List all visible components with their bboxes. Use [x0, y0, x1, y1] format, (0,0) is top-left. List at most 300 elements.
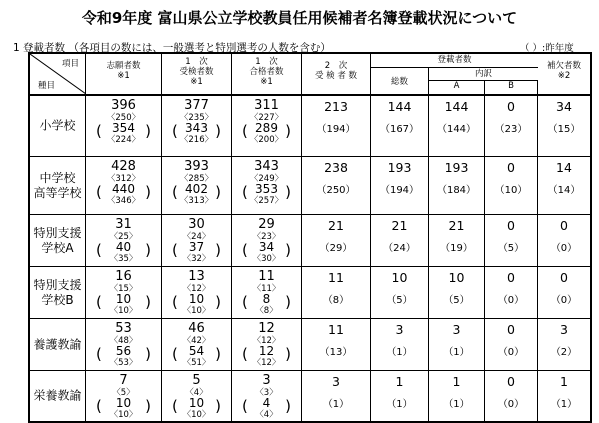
- pass1-value-3: 〈4〉: [255, 410, 278, 420]
- exam1-value-1: 〈285〉: [179, 174, 214, 184]
- exam1-cell: [162, 157, 232, 214]
- appl-paren-group: [86, 292, 161, 311]
- sub-prev-year: （0）: [550, 243, 578, 254]
- total-prev-year: （167）: [379, 124, 420, 135]
- exam1-value-0: 30: [188, 217, 205, 232]
- b-cell: [485, 371, 538, 421]
- row-label: [30, 119, 85, 134]
- appl-value-1: 〈5〉: [112, 388, 135, 398]
- total-prev-year: （1）: [386, 347, 413, 358]
- table-body: [30, 96, 590, 421]
- sub-cell: [538, 96, 590, 156]
- registration-table: [28, 52, 592, 423]
- exam1-value-3: 〈10〉: [182, 306, 211, 316]
- a-cell: [429, 157, 485, 214]
- row-label-cell: [30, 371, 86, 421]
- exam2-value: 238: [324, 160, 348, 175]
- header-text: 受 検 者 数: [314, 71, 358, 81]
- exam2-stack: [302, 375, 370, 411]
- header-text: 志願者数: [106, 61, 141, 71]
- paren-open: (: [96, 397, 102, 415]
- header-breakdown: 内訳: [474, 69, 492, 79]
- paren-close: ): [285, 345, 291, 363]
- exam1-stack: [162, 322, 231, 368]
- b-prev-year: （0）: [497, 295, 525, 306]
- b-stack: [485, 323, 537, 359]
- header-text: 1 次: [185, 57, 208, 67]
- exam2-cell: [302, 215, 371, 266]
- header-note: ※1: [117, 71, 130, 81]
- sub-cell: [538, 215, 590, 266]
- appl-value-2: 10: [115, 292, 132, 306]
- paren-close: ): [285, 293, 291, 311]
- total-cell: [371, 157, 429, 214]
- row-label-cell: [30, 267, 86, 318]
- exam2-value: 213: [324, 99, 348, 114]
- paren-open: (: [96, 345, 102, 363]
- row-label-line: 養護教諭: [33, 337, 82, 351]
- exam2-value: 21: [328, 218, 344, 233]
- total-prev-year: （5）: [386, 295, 413, 306]
- row-label-line: 学校A: [41, 240, 74, 255]
- sub-stack: [538, 375, 590, 411]
- appl-stack: [86, 160, 161, 206]
- row-label-line: 学校B: [41, 292, 74, 307]
- header-total: [371, 68, 429, 94]
- sub-cell: [538, 371, 590, 421]
- total-prev-year: （24）: [383, 243, 416, 254]
- exam2-prev-year: （8）: [322, 295, 350, 306]
- pass1-value-1: 〈23〉: [252, 232, 281, 242]
- a-value: 144: [444, 99, 469, 114]
- header-text: 受検者数: [179, 67, 214, 77]
- total-stack: [371, 219, 428, 255]
- total-stack: [371, 271, 428, 307]
- paren-open: (: [172, 397, 178, 415]
- header-note: ※1: [260, 77, 273, 87]
- exam1-value-0: 5: [192, 373, 201, 388]
- total-value: 144: [387, 99, 412, 114]
- exam1-paren-group: [162, 292, 231, 311]
- row-label-cell: [30, 215, 86, 266]
- appl-stack: [86, 218, 161, 264]
- table-row: [30, 96, 590, 157]
- appl-value-3: 〈35〉: [109, 254, 138, 264]
- header-a: [429, 80, 485, 94]
- row-label: [30, 171, 85, 201]
- pass1-value-1: 〈3〉: [255, 388, 278, 398]
- b-value: 0: [507, 322, 515, 337]
- header-registered: 登載者数: [371, 54, 538, 68]
- b-value: 0: [507, 99, 515, 114]
- total-value: 1: [395, 374, 404, 389]
- b-prev-year: （0）: [497, 399, 525, 410]
- section-heading: 1 登載者数 （各項目の数には、一般選考と特別選考の人数を含む）: [13, 42, 331, 54]
- paren-open: (: [172, 122, 178, 140]
- a-value: 193: [444, 160, 469, 175]
- appl-value-3: 〈346〉: [106, 196, 141, 206]
- header-text: 補欠者数: [546, 61, 581, 71]
- header-pass1: [232, 54, 302, 94]
- exam1-stack: [162, 270, 231, 316]
- row-label: [30, 389, 85, 404]
- table-row: [30, 267, 590, 319]
- total-stack: [371, 323, 428, 359]
- pass1-value-3: 〈200〉: [249, 135, 284, 145]
- paren-open: (: [96, 183, 102, 201]
- exam2-stack: [302, 161, 370, 197]
- appl-value-0: 396: [111, 98, 136, 113]
- a-stack: [429, 375, 484, 411]
- total-cell: [371, 319, 429, 370]
- paren-close: ): [215, 183, 221, 201]
- paren-open: (: [242, 397, 248, 415]
- exam2-stack: [302, 100, 370, 136]
- exam1-cell: [162, 371, 232, 421]
- pass1-value-0: 29: [258, 217, 275, 232]
- exam1-value-0: 13: [188, 269, 205, 284]
- header-category-label: 種目: [38, 81, 56, 91]
- exam1-stack: [162, 374, 231, 420]
- appl-value-0: 428: [111, 159, 136, 174]
- paren-close: ): [215, 293, 221, 311]
- exam2-cell: [302, 96, 371, 156]
- a-prev-year: （1）: [443, 347, 470, 358]
- total-value: 193: [387, 160, 412, 175]
- total-value: 3: [395, 322, 404, 337]
- paren-close: ): [145, 183, 151, 201]
- row-label-cell: [30, 96, 86, 156]
- pass1-cell: [232, 371, 302, 421]
- a-value: 3: [452, 322, 461, 337]
- header-diagonal-cell: [30, 54, 86, 94]
- paren-close: ): [215, 122, 221, 140]
- pass1-stack: [232, 322, 301, 368]
- row-label: [30, 337, 85, 352]
- b-cell: [485, 96, 538, 156]
- appl-value-0: 53: [115, 321, 132, 336]
- b-stack: [485, 375, 537, 411]
- exam2-cell: [302, 319, 371, 370]
- exam2-cell: [302, 157, 371, 214]
- b-cell: [485, 215, 538, 266]
- appl-value-0: 16: [115, 269, 132, 284]
- appl-cell: [86, 319, 162, 370]
- exam1-value-0: 393: [184, 159, 209, 174]
- exam2-value: 11: [328, 270, 344, 285]
- exam1-cell: [162, 267, 232, 318]
- appl-value-2: 354: [112, 121, 135, 135]
- paren-close: ): [285, 183, 291, 201]
- pass1-value-2: 34: [258, 240, 275, 254]
- exam2-prev-year: （13）: [319, 347, 353, 358]
- paren-open: (: [242, 293, 248, 311]
- sub-prev-year: （2）: [550, 347, 578, 358]
- pass1-value-3: 〈30〉: [252, 254, 281, 264]
- pass1-stack: [232, 270, 301, 316]
- paren-close: ): [285, 397, 291, 415]
- exam1-stack: [162, 160, 231, 206]
- table-row: [30, 157, 590, 215]
- appl-value-1: 〈25〉: [109, 232, 138, 242]
- table-header: [30, 54, 590, 96]
- a-cell: [429, 371, 485, 421]
- exam1-cell: [162, 215, 232, 266]
- appl-stack: [86, 374, 161, 420]
- row-label-line: 中学校: [39, 170, 76, 185]
- a-cell: [429, 215, 485, 266]
- header-text: 総数: [390, 77, 408, 87]
- exam1-value-2: 10: [188, 396, 205, 410]
- b-prev-year: （0）: [497, 347, 525, 358]
- b-value: 0: [507, 270, 515, 285]
- appl-value-0: 7: [119, 373, 128, 388]
- appl-cell: [86, 96, 162, 156]
- pass1-value-0: 11: [258, 269, 275, 284]
- pass1-value-1: 〈12〉: [252, 336, 281, 346]
- row-label: [30, 278, 85, 308]
- row-label-line: 特別支援: [33, 225, 82, 240]
- header-text: 合格者数: [249, 67, 284, 77]
- appl-value-3: 〈224〉: [106, 135, 141, 145]
- paren-close: ): [145, 241, 151, 259]
- appl-stack: [86, 99, 161, 145]
- sub-stack: [538, 219, 590, 255]
- exam1-value-3: 〈51〉: [182, 358, 211, 368]
- pass1-value-2: 4: [262, 396, 271, 410]
- b-stack: [485, 161, 537, 197]
- pass1-value-2: 289: [255, 121, 278, 135]
- appl-value-1: 〈312〉: [106, 174, 141, 184]
- exam1-value-1: 〈4〉: [185, 388, 208, 398]
- a-cell: [429, 319, 485, 370]
- pass1-value-1: 〈249〉: [249, 174, 284, 184]
- paren-open: (: [172, 345, 178, 363]
- row-label-cell: [30, 157, 86, 214]
- b-stack: [485, 219, 537, 255]
- paren-close: ): [145, 345, 151, 363]
- b-cell: [485, 319, 538, 370]
- pass1-paren-group: [232, 344, 301, 363]
- appl-cell: [86, 371, 162, 421]
- a-value: 1: [452, 374, 461, 389]
- sub-prev-year: （0）: [550, 295, 578, 306]
- paren-open: (: [172, 241, 178, 259]
- total-cell: [371, 96, 429, 156]
- b-prev-year: （23）: [494, 124, 528, 135]
- table-row: [30, 215, 590, 267]
- b-stack: [485, 271, 537, 307]
- a-prev-year: （5）: [443, 295, 470, 306]
- total-prev-year: （1）: [386, 399, 413, 410]
- appl-value-2: 440: [112, 182, 135, 196]
- pass1-value-0: 311: [254, 98, 279, 113]
- pass1-cell: [232, 267, 302, 318]
- pass1-value-0: 3: [262, 373, 271, 388]
- pass1-cell: [232, 319, 302, 370]
- total-prev-year: （194）: [379, 185, 420, 196]
- appl-value-0: 31: [115, 217, 132, 232]
- header-note: ※1: [190, 77, 203, 87]
- pass1-value-0: 343: [254, 159, 279, 174]
- total-cell: [371, 215, 429, 266]
- table-row: [30, 319, 590, 371]
- exam1-value-2: 10: [188, 292, 205, 306]
- pass1-cell: [232, 96, 302, 156]
- exam1-value-2: 54: [188, 344, 205, 358]
- sub-cell: [538, 267, 590, 318]
- sub-stack: [538, 161, 590, 197]
- exam2-value: 11: [328, 322, 344, 337]
- exam2-stack: [302, 323, 370, 359]
- b-cell: [485, 157, 538, 214]
- exam1-value-3: 〈313〉: [179, 196, 214, 206]
- sub-prev-year: （14）: [547, 185, 581, 196]
- total-cell: [371, 267, 429, 318]
- pass1-paren-group: [232, 292, 301, 311]
- exam1-cell: [162, 319, 232, 370]
- sub-value: 3: [560, 322, 568, 337]
- appl-cell: [86, 267, 162, 318]
- a-prev-year: （184）: [436, 185, 477, 196]
- pass1-value-3: 〈8〉: [255, 306, 278, 316]
- pass1-stack: [232, 160, 301, 206]
- pass1-cell: [232, 215, 302, 266]
- b-prev-year: （10）: [494, 185, 528, 196]
- sub-value: 34: [556, 99, 572, 114]
- total-stack: [371, 100, 428, 136]
- paren-open: (: [242, 122, 248, 140]
- paren-close: ): [145, 293, 151, 311]
- appl-value-2: 40: [115, 240, 132, 254]
- pass1-value-2: 353: [255, 182, 278, 196]
- exam1-value-1: 〈24〉: [182, 232, 211, 242]
- sub-value: 0: [560, 270, 568, 285]
- row-label-line: 特別支援: [33, 277, 82, 292]
- sub-stack: [538, 271, 590, 307]
- paren-close: ): [215, 397, 221, 415]
- appl-value-1: 〈48〉: [109, 336, 138, 346]
- exam1-cell: [162, 96, 232, 156]
- sub-stack: [538, 100, 590, 136]
- sub-prev-year: （15）: [547, 124, 581, 135]
- header-exam1: [162, 54, 232, 94]
- paren-open: (: [172, 183, 178, 201]
- header-text: 1 次: [255, 57, 278, 67]
- a-stack: [429, 323, 484, 359]
- paren-open: (: [172, 293, 178, 311]
- appl-value-2: 56: [115, 344, 132, 358]
- exam1-stack: [162, 218, 231, 264]
- appl-value-2: 10: [115, 396, 132, 410]
- a-value: 10: [448, 270, 465, 285]
- header-b: [485, 80, 538, 94]
- total-stack: [371, 375, 428, 411]
- b-value: 0: [507, 160, 515, 175]
- exam1-value-1: 〈42〉: [182, 336, 211, 346]
- appl-value-3: 〈10〉: [109, 306, 138, 316]
- row-label-cell: [30, 319, 86, 370]
- exam2-prev-year: （29）: [319, 243, 353, 254]
- a-cell: [429, 96, 485, 156]
- paren-open: (: [242, 345, 248, 363]
- paren-close: ): [215, 241, 221, 259]
- a-stack: [429, 219, 484, 255]
- appl-value-1: 〈15〉: [109, 284, 138, 294]
- exam1-value-2: 402: [185, 182, 208, 196]
- total-value: 10: [391, 270, 408, 285]
- a-prev-year: （144）: [436, 124, 477, 135]
- paren-close: ): [145, 122, 151, 140]
- total-value: 21: [391, 218, 408, 233]
- exam2-value: 3: [332, 374, 340, 389]
- header-substitutes: [538, 54, 590, 94]
- appl-value-3: 〈10〉: [109, 410, 138, 420]
- exam2-stack: [302, 219, 370, 255]
- exam2-prev-year: （250）: [316, 185, 356, 196]
- a-stack: [429, 100, 484, 136]
- pass1-value-1: 〈227〉: [249, 113, 284, 123]
- pass1-value-1: 〈11〉: [252, 284, 281, 294]
- b-value: 0: [507, 374, 515, 389]
- row-label-line: 小学校: [39, 118, 76, 133]
- a-prev-year: （1）: [443, 399, 470, 410]
- paren-close: ): [285, 122, 291, 140]
- paren-open: (: [242, 241, 248, 259]
- paren-open: (: [242, 183, 248, 201]
- pass1-value-2: 12: [258, 344, 275, 358]
- a-stack: [429, 161, 484, 197]
- pass1-value-2: 8: [262, 292, 271, 306]
- sub-value: 0: [560, 218, 568, 233]
- row-label-line: 栄養教諭: [33, 388, 82, 403]
- pass1-value-3: 〈12〉: [252, 358, 281, 368]
- sub-value: 14: [556, 160, 572, 175]
- exam2-stack: [302, 271, 370, 307]
- exam1-value-2: 37: [188, 240, 205, 254]
- paren-close: ): [285, 241, 291, 259]
- appl-stack: [86, 270, 161, 316]
- appl-value-3: 〈53〉: [109, 358, 138, 368]
- b-value: 0: [507, 218, 515, 233]
- exam2-prev-year: （194）: [316, 124, 356, 135]
- table-row: [30, 371, 590, 421]
- a-stack: [429, 271, 484, 307]
- pass1-value-0: 12: [258, 321, 275, 336]
- a-value: 21: [448, 218, 465, 233]
- sub-value: 1: [560, 374, 568, 389]
- sub-stack: [538, 323, 590, 359]
- b-stack: [485, 100, 537, 136]
- exam1-value-3: 〈216〉: [179, 135, 214, 145]
- appl-value-1: 〈250〉: [106, 113, 141, 123]
- sub-cell: [538, 319, 590, 370]
- header-note: ※2: [557, 71, 571, 81]
- row-label-line: 高等学校: [33, 185, 82, 200]
- exam2-cell: [302, 371, 371, 421]
- b-cell: [485, 267, 538, 318]
- total-cell: [371, 371, 429, 421]
- b-prev-year: （5）: [497, 243, 525, 254]
- exam1-value-0: 377: [184, 98, 209, 113]
- pass1-stack: [232, 218, 301, 264]
- paren-open: (: [96, 293, 102, 311]
- header-applicants: [86, 54, 162, 94]
- exam1-stack: [162, 99, 231, 145]
- appl-cell: [86, 215, 162, 266]
- header-text: B: [508, 81, 514, 91]
- pass1-stack: [232, 99, 301, 145]
